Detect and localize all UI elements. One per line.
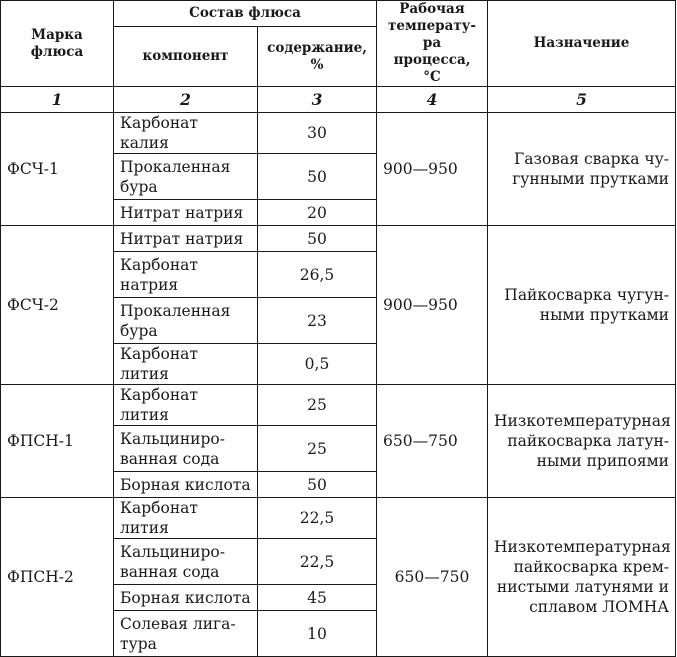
flux-brand: ФПСН-1 [1, 385, 114, 498]
flux-purpose: Низкотемпературная пайкосварка латун-ными припоями [488, 385, 676, 498]
table-row [1, 226, 676, 252]
table-body [1, 113, 676, 657]
process-temperature: 900—950 [377, 226, 488, 385]
component-name: Карбонат лития [114, 498, 258, 539]
header-brand: Марка флюса [1, 1, 114, 87]
header-purpose: Назначение [488, 1, 676, 87]
flux-purpose: Газовая сварка чу-гунными прутками [488, 113, 676, 226]
component-name: Карбонат лития [114, 344, 258, 385]
component-content: 30 [258, 113, 377, 154]
header-component: компонент [114, 27, 258, 87]
component-content: 50 [258, 226, 377, 252]
component-content: 50 [258, 472, 377, 498]
flux-purpose: Пайкосварка чугун-ными прутками [488, 226, 676, 385]
column-number: 1 [1, 87, 114, 113]
header-temperature: Рабочая температу-ра процесса, °С [377, 1, 488, 87]
component-content: 0,5 [258, 344, 377, 385]
component-name: Солевая лига-тура [114, 611, 258, 657]
component-name: Прокаленная бура [114, 298, 258, 344]
process-temperature: 900—950 [377, 113, 488, 226]
header-content: содержание, % [258, 27, 377, 87]
column-number: 5 [488, 87, 676, 113]
table-row [1, 385, 676, 426]
process-temperature: 650—750 [377, 385, 488, 498]
flux-brand: ФСЧ-2 [1, 226, 114, 385]
component-name: Борная кислота [114, 472, 258, 498]
component-content: 22,5 [258, 498, 377, 539]
component-name: Нитрат натрия [114, 226, 258, 252]
component-content: 22,5 [258, 539, 377, 585]
component-content: 50 [258, 154, 377, 200]
component-name: Нитрат натрия [114, 200, 258, 226]
component-name: Прокаленная бура [114, 154, 258, 200]
component-content: 45 [258, 585, 377, 611]
table-row [1, 113, 676, 154]
column-number: 2 [114, 87, 258, 113]
header-composition: Состав флюса [114, 1, 377, 27]
flux-brand: ФСЧ-1 [1, 113, 114, 226]
component-name: Борная кислота [114, 585, 258, 611]
process-temperature: 650—750 [377, 498, 488, 657]
component-content: 25 [258, 426, 377, 472]
component-content: 10 [258, 611, 377, 657]
component-content: 25 [258, 385, 377, 426]
component-name: Кальциниро-ванная сода [114, 539, 258, 585]
flux-brand: ФПСН-2 [1, 498, 114, 657]
component-content: 20 [258, 200, 377, 226]
column-number: 4 [377, 87, 488, 113]
column-number: 3 [258, 87, 377, 113]
component-name: Карбонат калия [114, 113, 258, 154]
component-content: 26,5 [258, 252, 377, 298]
component-name: Кальциниро-ванная сода [114, 426, 258, 472]
component-name: Карбонат лития [114, 385, 258, 426]
flux-purpose: Низкотемпературная пайкосварка крем-нистыми латунями и сплавом ЛОМНА [488, 498, 676, 657]
component-name: Карбонат натрия [114, 252, 258, 298]
table-header [1, 1, 676, 113]
table-row [1, 498, 676, 539]
component-content: 23 [258, 298, 377, 344]
